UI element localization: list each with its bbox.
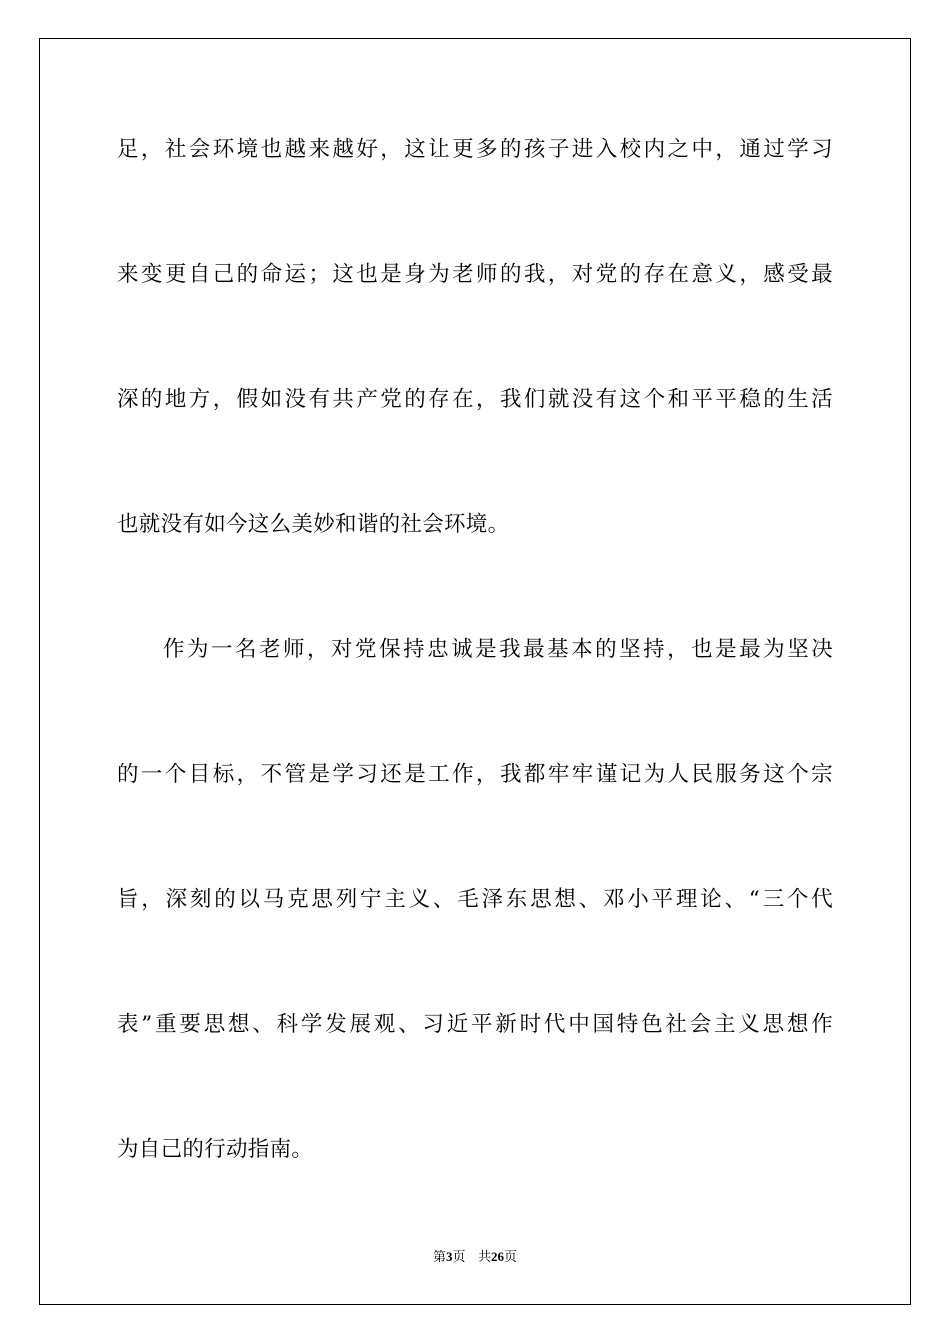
page-border [39, 38, 911, 1305]
paragraph-line-9: 为自己的行动指南。 [117, 1137, 314, 1162]
paragraph-line-8: 表”重要思想、科学发展观、习近平新时代中国特色社会主义思想作 [117, 1012, 833, 1037]
paragraph-line-6: 的一个目标，不管是学习还是工作，我都牢牢谨记为人民服务这个宗 [117, 762, 833, 787]
page-label-suffix: 页 [452, 1250, 466, 1265]
page-footer [0, 1248, 950, 1267]
paragraph-line-4: 也就没有如今这么美妙和谐的社会环境。 [117, 512, 510, 537]
total-label-prefix: 共 [477, 1250, 491, 1265]
paragraph-line-3: 深的地方，假如没有共产党的存在，我们就没有这个和平平稳的生活 [117, 387, 833, 412]
paragraph-line-1: 足，社会环境也越来越好，这让更多的孩子进入校内之中，通过学习 [117, 137, 833, 162]
paragraph-line-2: 来变更自己的命运；这也是身为老师的我，对党的存在意义，感受最 [117, 262, 833, 287]
total-label-suffix: 页 [503, 1250, 517, 1265]
paragraph-line-5: 作为一名老师，对党保持忠诚是我最基本的坚持，也是最为坚决 [163, 637, 833, 662]
paragraph-line-7: 旨，深刻的以马克思列宁主义、毛泽东思想、邓小平理论、“三个代 [117, 887, 833, 912]
total-pages-number: 26 [490, 1249, 504, 1264]
current-page-number: 3 [446, 1249, 453, 1264]
page-label-prefix: 第 [433, 1250, 447, 1265]
